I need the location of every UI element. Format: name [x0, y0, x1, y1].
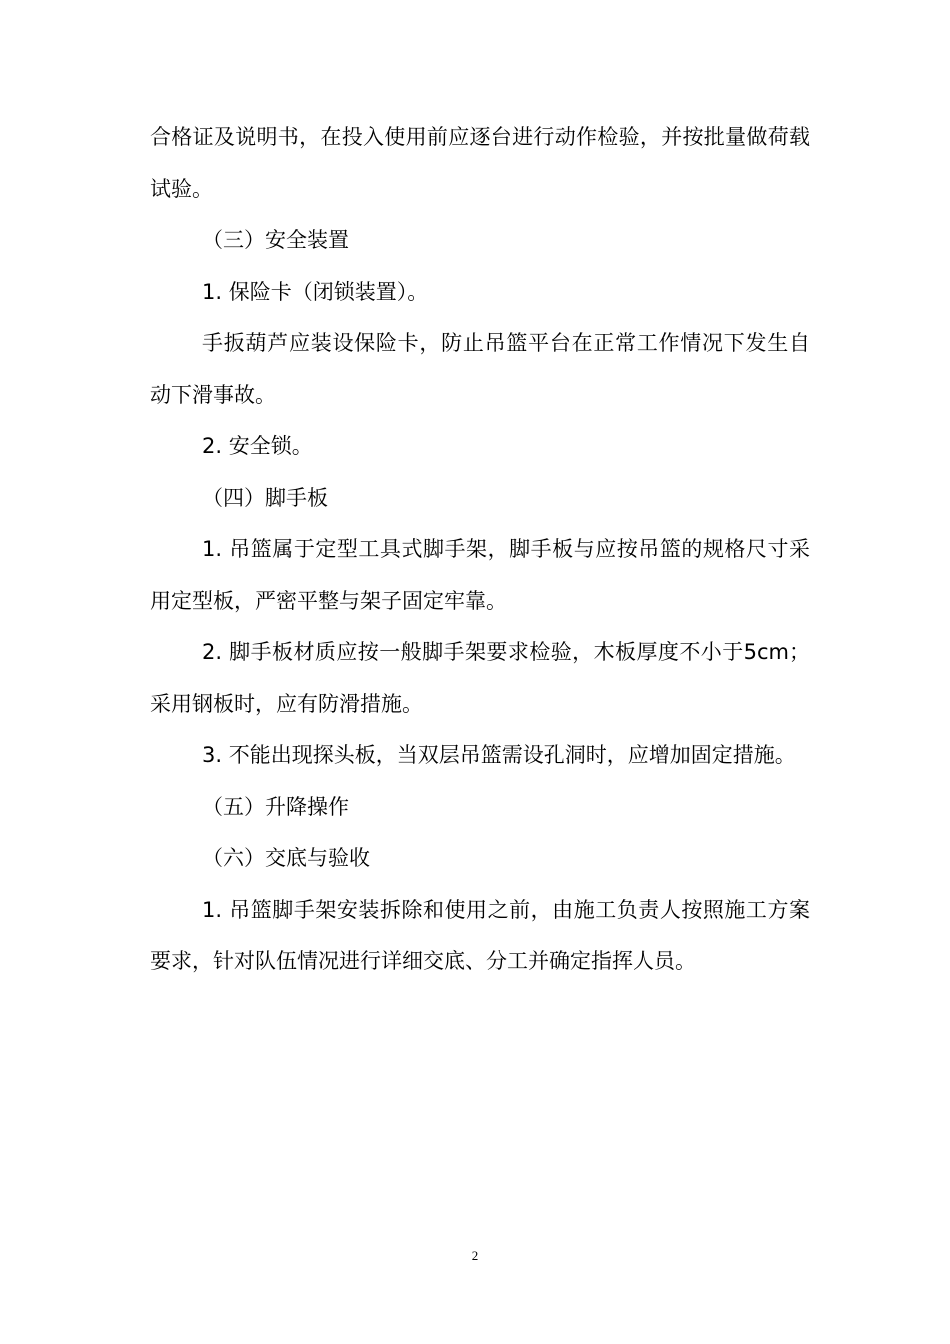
paragraph-hand-hoist-catch: 手扳葫芦应装设保险卡，防止吊篮平台在正常工作情况下发生自动下滑事故。: [150, 331, 810, 407]
heading-safety-devices: （三）安全装置: [202, 228, 349, 252]
heading-lifting-operation: （五）升降操作: [202, 794, 349, 819]
item-safety-lock: 2. 安全锁。: [202, 434, 313, 458]
heading-scaffold-boards: （四）脚手板: [202, 485, 328, 510]
item-board-standard: 1. 吊篮属于定型工具式脚手架，脚手板与应按吊篮的规格尺寸采用定型板，严密平整与架子固定牢靠。: [150, 537, 810, 613]
item-probe-board: 3. 不能出现探头板，当双层吊篮需设孔洞时，应增加固定措施。: [202, 743, 796, 767]
item-safety-catch: 1. 保险卡（闭锁装置）。: [202, 279, 429, 304]
item-briefing: 1. 吊篮脚手架安装拆除和使用之前，由施工负责人按照施工方案要求，针对队伍情况进行详细交底、分工并确定指挥人员。: [150, 897, 810, 973]
heading-briefing-acceptance: （六）交底与验收: [202, 846, 370, 870]
page-number: 2: [471, 1248, 479, 1263]
document-body: [150, 112, 810, 988]
paragraph-certificate-load-test: 合格证及说明书，在投入使用前应逐台进行动作检验，并按批量做荷载试验。: [150, 125, 810, 201]
item-board-material: 2. 脚手板材质应按一般脚手架要求检验，木板厚度不小于5cm；采用钢板时，应有防滑措施。: [150, 640, 810, 716]
